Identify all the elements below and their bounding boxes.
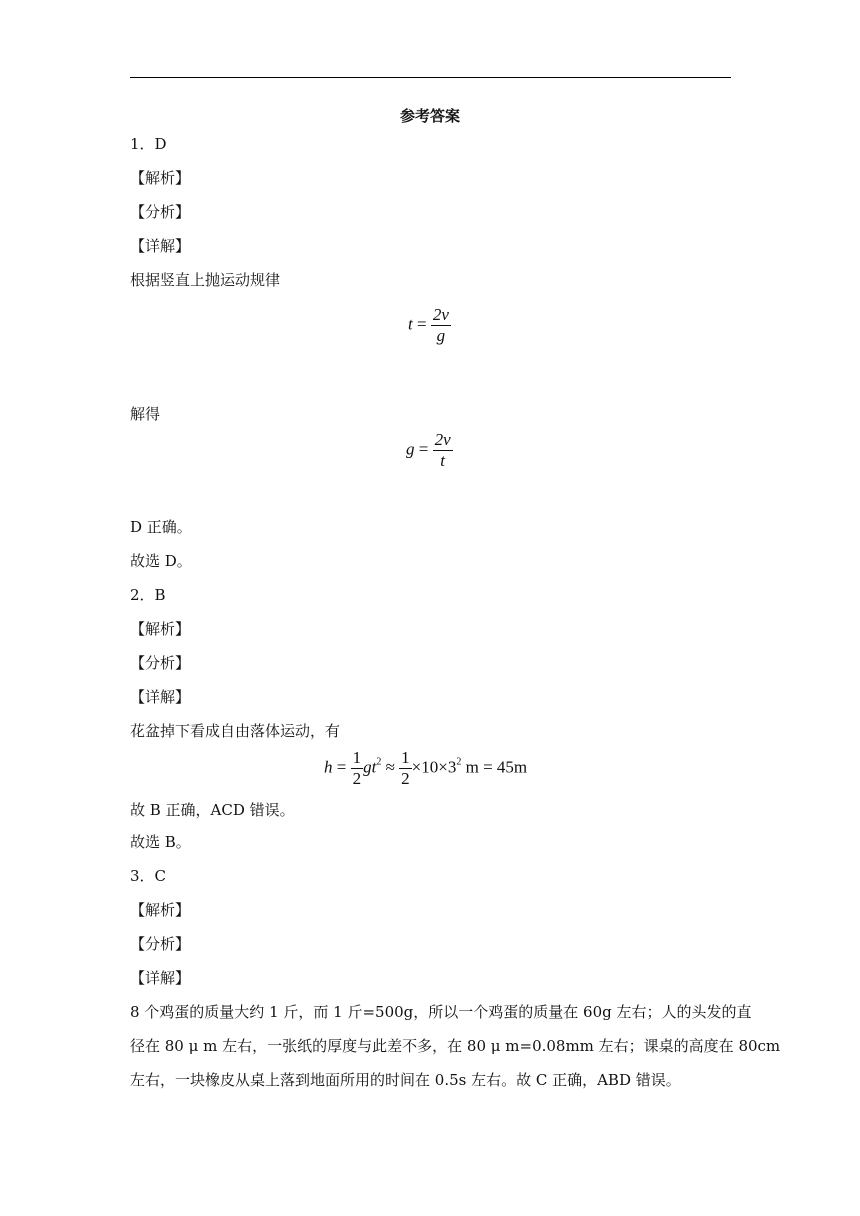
q2-eq-fraction-2 [399, 748, 412, 789]
q1-text-correct: D 正确。 [130, 518, 192, 536]
q2-text-choice: 故选 B。 [130, 833, 191, 851]
q2-eq-op: = [336, 757, 347, 777]
q2-eq-frac2-den: 2 [401, 769, 410, 788]
eq1-op: = [416, 314, 427, 334]
q2-eq-approx: ≈ [385, 757, 395, 777]
q3-jiexi-heading: 【解析】 [130, 901, 191, 919]
q2-eq-result: = 45m [483, 757, 528, 777]
q3-fenxi-heading: 【分析】 [130, 935, 191, 953]
q2-fenxi-heading: 【分析】 [130, 654, 191, 672]
q1-text-solve: 解得 [130, 405, 161, 423]
q3-paragraph-line-2: 径在 80 μ m 左右，一张纸的厚度与此差不多，在 80 μ m=0.08mm 左右；课桌的高度在 80cm [130, 1037, 781, 1055]
q2-eq-unit: m [465, 757, 479, 777]
q2-eq-fraction-1 [351, 748, 364, 789]
q2-answer: 2．B [130, 586, 166, 604]
eq2-numerator: 2v [434, 430, 451, 449]
q1-answer: 1．D [130, 135, 167, 153]
page-title: 参考答案 [399, 107, 460, 125]
q3-xiangjie-heading: 【详解】 [130, 969, 191, 987]
eq2-lhs: g [406, 439, 415, 459]
q2-eq-mult: ×10×3 [411, 757, 457, 777]
q2-eq-frac2-num: 1 [401, 748, 410, 767]
eq2-denominator: t [440, 451, 445, 470]
q2-jiexi-heading: 【解析】 [130, 620, 191, 638]
q2-eq-exp-1: 2 [376, 756, 382, 768]
q2-equation [324, 748, 527, 789]
q3-paragraph-line-3: 左右，一块橡皮从桌上落到地面所用的时间在 0.5s 左右。故 C 正确，ABD 错误。 [130, 1071, 681, 1089]
q2-eq-exp-2: 2 [456, 756, 462, 768]
eq1-fraction [431, 305, 451, 346]
eq2-op: = [418, 439, 429, 459]
header-rule [130, 77, 731, 78]
q2-eq-frac1-num: 1 [352, 748, 362, 767]
eq2-fraction [433, 430, 453, 471]
q2-eq-lhs: h [324, 757, 333, 777]
q1-jiexi-heading: 【解析】 [130, 169, 191, 187]
q1-fenxi-heading: 【分析】 [130, 203, 191, 221]
eq1-lhs: t [408, 314, 413, 334]
q2-text-freefall: 花盆掉下看成自由落体运动，有 [130, 722, 341, 740]
q3-paragraph-line-1: 8 个鸡蛋的质量大约 1 斤，而 1 斤=500g，所以一个鸡蛋的质量在 60g 左右；人的头发的直 [130, 1003, 752, 1021]
q2-eq-frac1-den: 2 [352, 769, 362, 788]
q1-equation-1 [408, 305, 451, 346]
q3-answer: 3．C [130, 867, 167, 885]
eq1-denominator: g [436, 326, 446, 345]
q1-text-rule: 根据竖直上抛运动规律 [130, 271, 281, 289]
q2-eq-gt: gt [363, 757, 377, 777]
q2-xiangjie-heading: 【详解】 [130, 688, 191, 706]
eq1-numerator: 2v [432, 305, 449, 324]
q2-text-correct: 故 B 正确，ACD 错误。 [130, 801, 295, 819]
q1-text-choice: 故选 D。 [130, 552, 192, 570]
q1-xiangjie-heading: 【详解】 [130, 237, 191, 255]
q1-equation-2 [406, 430, 453, 471]
